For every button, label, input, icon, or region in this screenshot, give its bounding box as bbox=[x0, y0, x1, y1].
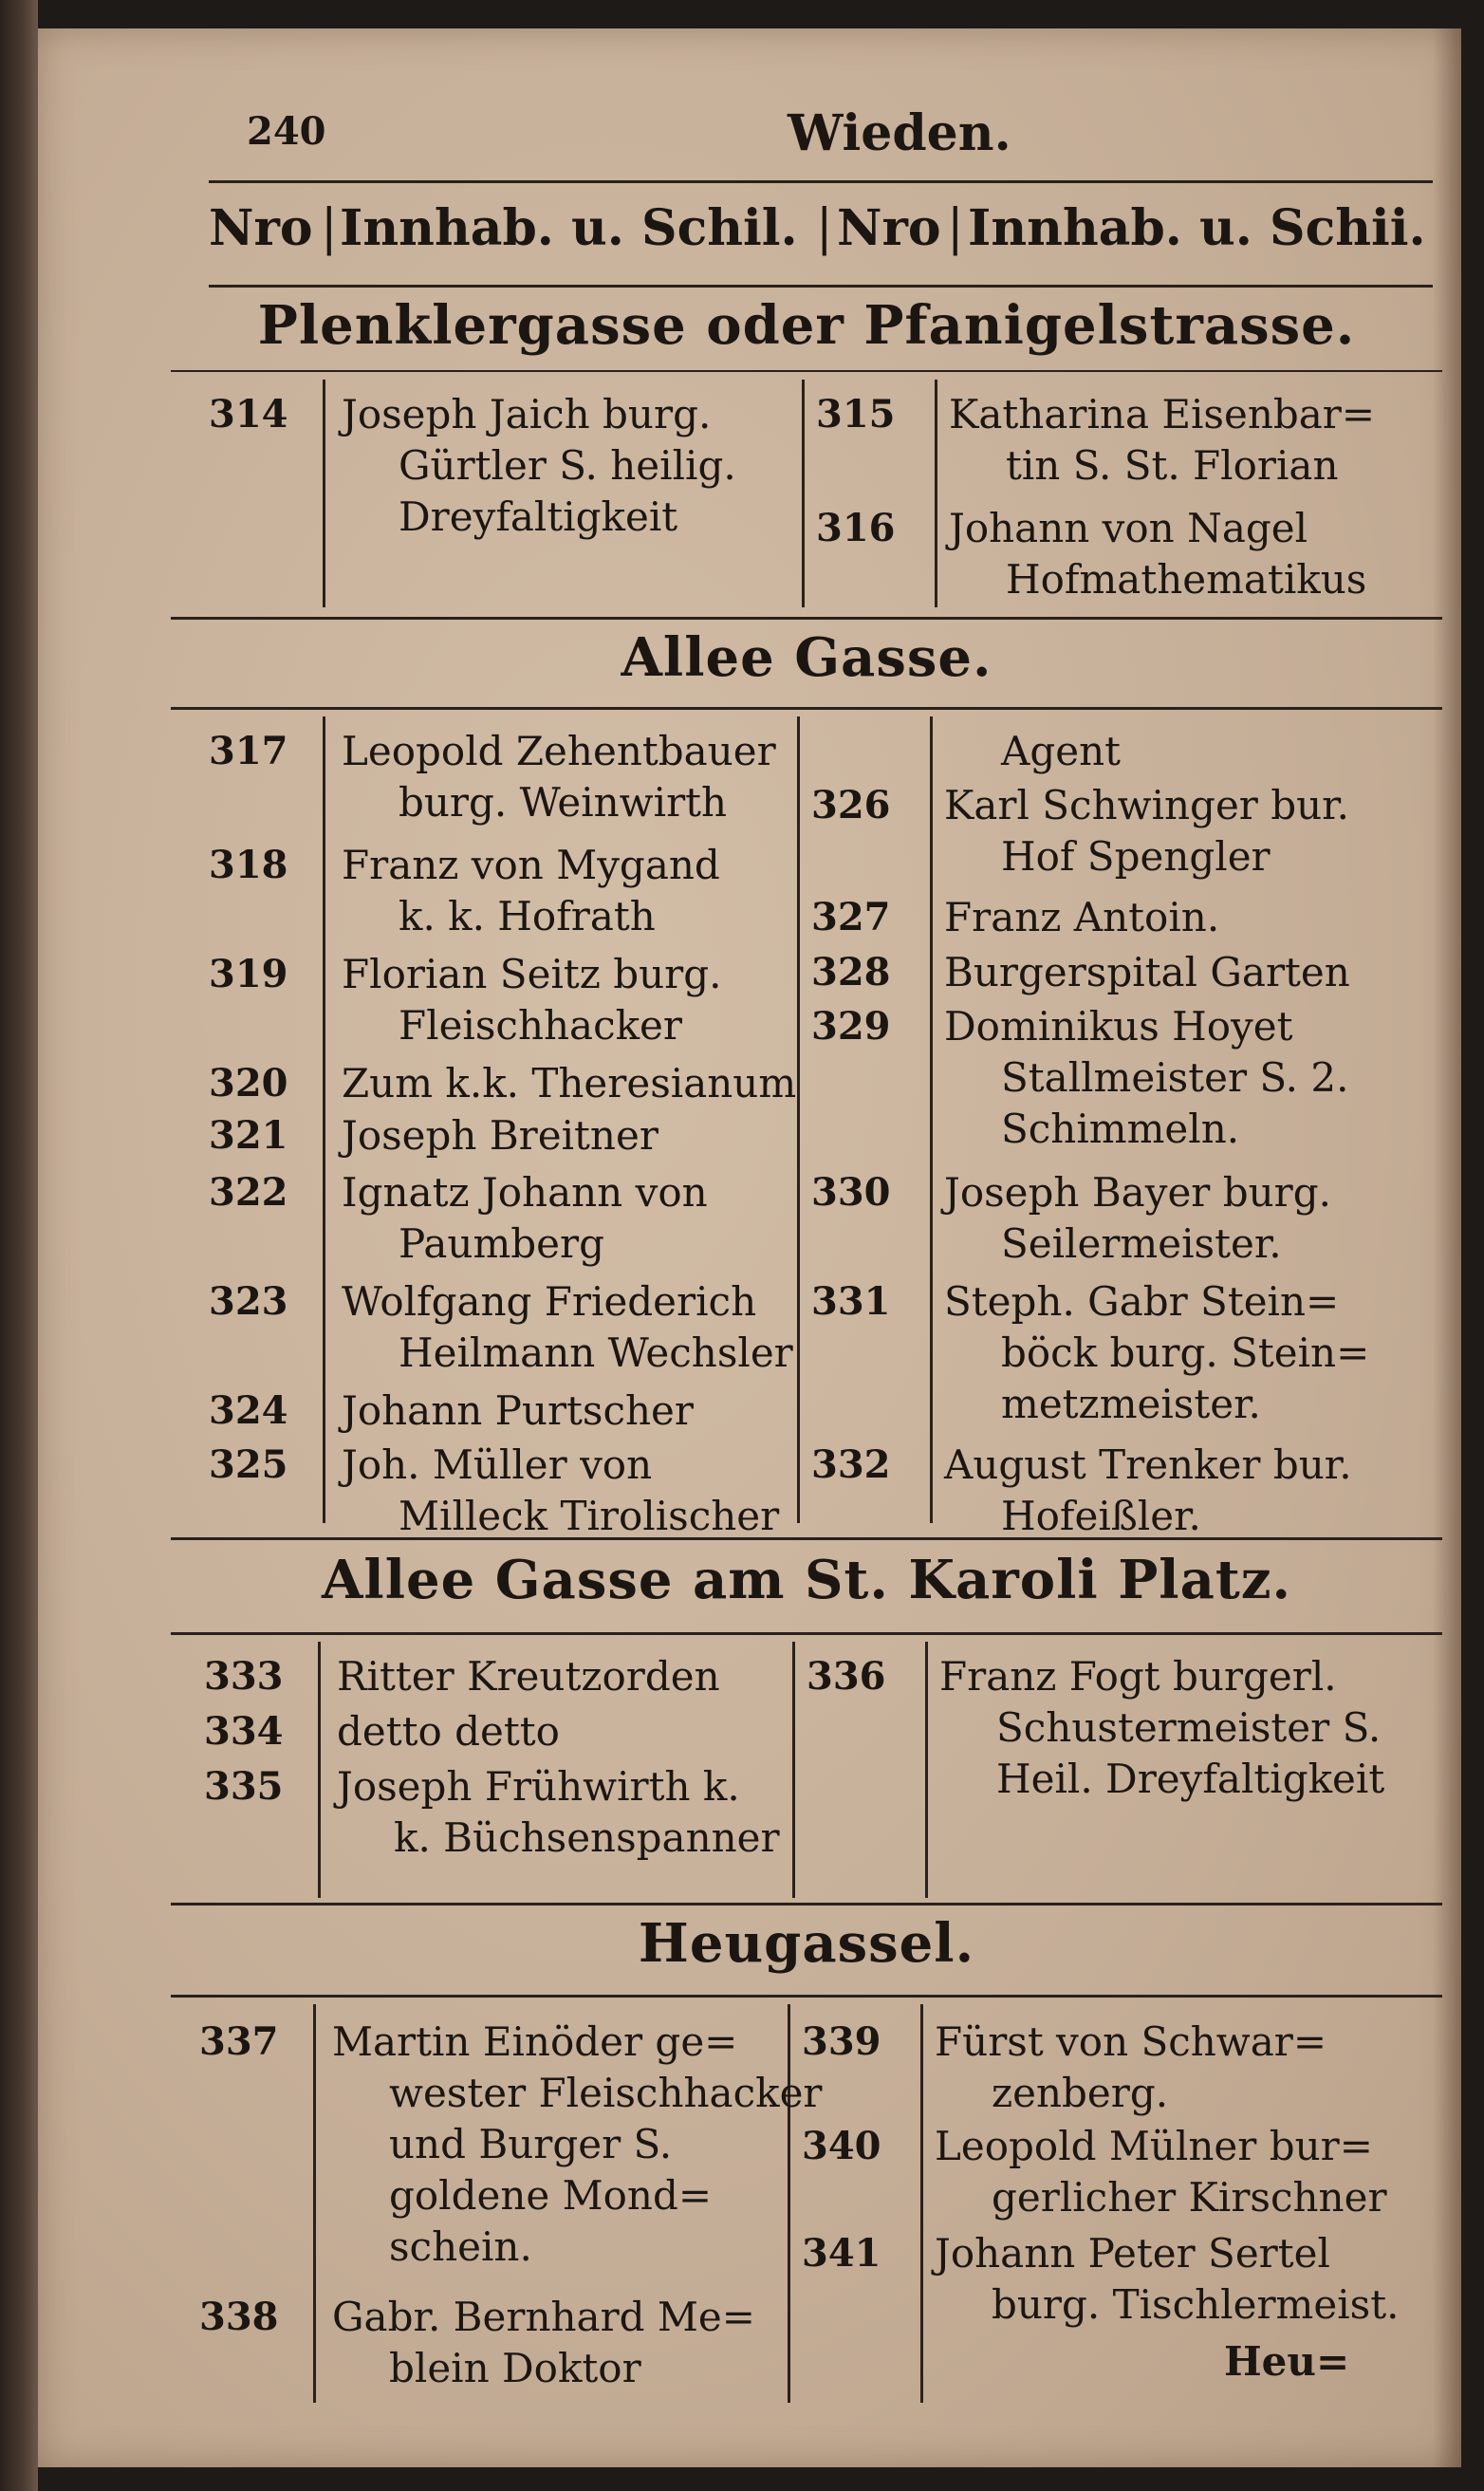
column-divider bbox=[930, 716, 933, 1523]
book-page bbox=[38, 28, 1461, 2467]
entry-line: Seilermeister. bbox=[1001, 1220, 1282, 1267]
entry-line: k. Büchsenspanner bbox=[394, 1814, 780, 1861]
house-number: 328 bbox=[811, 950, 891, 995]
house-number: 331 bbox=[811, 1279, 891, 1324]
entry-line: Paumberg bbox=[399, 1220, 604, 1267]
entry-line: Leopold Mülner bur= bbox=[935, 2123, 1373, 2169]
entry-line: Milleck Tirolischer bbox=[399, 1493, 780, 1539]
entry-line: burg. Weinwirth bbox=[399, 779, 728, 826]
entry-line: Katharina Eisenbar= bbox=[949, 391, 1376, 437]
entry-line: Stallmeister S. 2. bbox=[1001, 1054, 1349, 1101]
entry-line: burg. Tischlermeist. bbox=[992, 2281, 1400, 2328]
house-number: 336 bbox=[807, 1654, 886, 1699]
entry-line: August Trenker bur. bbox=[944, 1441, 1352, 1488]
column-divider bbox=[792, 1642, 795, 1898]
entry-line: Karl Schwinger bur. bbox=[944, 782, 1349, 828]
column-header-rule bbox=[209, 285, 1433, 288]
section-rule bbox=[171, 707, 1442, 710]
page-heading: Wieden. bbox=[788, 104, 1011, 162]
entry-line: böck burg. Stein= bbox=[1001, 1329, 1370, 1376]
entry-line: wester Fleischhacker bbox=[389, 2070, 823, 2116]
entry-line: tin S. St. Florian bbox=[1006, 442, 1339, 489]
entry-line: Joseph Bayer burg. bbox=[944, 1169, 1331, 1216]
house-number: 322 bbox=[209, 1170, 288, 1215]
entry-line: metzmeister. bbox=[1001, 1381, 1261, 1427]
entry-line: Johann Peter Sertel bbox=[935, 2230, 1330, 2277]
house-number: 341 bbox=[802, 2231, 881, 2276]
entry-line: Franz Fogt burgerl. bbox=[939, 1653, 1337, 1700]
house-number: 319 bbox=[209, 952, 288, 996]
entry-line: Hofmathematikus bbox=[1006, 556, 1367, 603]
entry-line: Agent bbox=[1001, 728, 1121, 774]
entry-line: Joseph Breitner bbox=[342, 1112, 659, 1159]
entry-line: Martin Einöder ge= bbox=[332, 2018, 738, 2065]
house-number: 329 bbox=[811, 1004, 891, 1049]
page-number: 240 bbox=[247, 109, 326, 154]
section-rule bbox=[171, 1632, 1442, 1635]
entry-line: Zum k.k. Theresianum bbox=[342, 1060, 797, 1106]
entry-line: Hofeißler. bbox=[1001, 1493, 1201, 1539]
entry-line: Hof Spengler bbox=[1001, 833, 1271, 880]
catchword: Heu= bbox=[1224, 2338, 1350, 2385]
section-rule bbox=[171, 370, 1442, 372]
house-number: 317 bbox=[209, 729, 288, 773]
column-divider bbox=[313, 2004, 316, 2403]
street-title: Allee Gasse am St. Karoli Platz. bbox=[321, 1549, 1292, 1611]
entry-line: Franz Antoin. bbox=[944, 894, 1220, 940]
house-number: 326 bbox=[811, 783, 891, 827]
entry-line: Dominikus Hoyet bbox=[944, 1003, 1293, 1050]
entry-line: Florian Seitz burg. bbox=[342, 951, 722, 997]
entry-line: Heil. Dreyfaltigkeit bbox=[996, 1756, 1385, 1802]
column-divider bbox=[935, 380, 937, 607]
column-divider bbox=[318, 1642, 321, 1898]
entry-line: Gabr. Bernhard Me= bbox=[332, 2294, 755, 2340]
house-number: 325 bbox=[209, 1442, 288, 1487]
entry-line: Franz von Mygand bbox=[342, 842, 720, 888]
house-number: 334 bbox=[204, 1709, 284, 1754]
entry-line: blein Doktor bbox=[389, 2345, 641, 2391]
entry-line: Schustermeister S. bbox=[996, 1704, 1382, 1751]
entry-line: Joseph Frühwirth k. bbox=[337, 1763, 740, 1810]
house-number: 316 bbox=[816, 506, 896, 550]
entry-line: Burgerspital Garten bbox=[944, 949, 1350, 995]
section-rule bbox=[171, 1995, 1442, 1998]
entry-line: Leopold Zehentbauer bbox=[342, 728, 776, 774]
street-title: Plenklergasse oder Pfanigelstrasse. bbox=[257, 294, 1356, 357]
column-header-inhabitant-left: Innhab. u. Schil. bbox=[340, 199, 798, 257]
house-number: 327 bbox=[811, 895, 891, 939]
entry-line: und Burger S. bbox=[389, 2121, 673, 2167]
entry-line: gerlicher Kirschner bbox=[992, 2174, 1387, 2221]
entry-line: Gürtler S. heilig. bbox=[399, 442, 736, 489]
column-separator: | bbox=[947, 199, 964, 256]
column-divider bbox=[797, 716, 800, 1523]
entry-line: k. k. Hofrath bbox=[399, 893, 656, 939]
column-header-nro-right: Nro bbox=[837, 199, 941, 257]
running-head bbox=[209, 104, 1433, 176]
entry-line: Johann Purtscher bbox=[342, 1387, 694, 1434]
entry-line: Steph. Gabr Stein= bbox=[944, 1278, 1340, 1325]
entry-line: Wolfgang Friederich bbox=[342, 1278, 757, 1325]
entry-line: Ritter Kreutzorden bbox=[337, 1653, 720, 1700]
house-number: 324 bbox=[209, 1388, 288, 1433]
house-number: 339 bbox=[802, 2019, 881, 2064]
entry-line: Heilmann Wechsler bbox=[399, 1329, 793, 1376]
header-rule bbox=[209, 180, 1433, 183]
street-title: Heugassel. bbox=[638, 1912, 975, 1975]
section-rule bbox=[171, 1537, 1442, 1540]
section-rule bbox=[171, 1903, 1442, 1905]
house-number: 315 bbox=[816, 392, 896, 437]
column-divider bbox=[925, 1642, 928, 1898]
column-separator: | bbox=[816, 199, 833, 256]
section-rule bbox=[171, 617, 1442, 620]
entry-line: Schimmeln. bbox=[1001, 1106, 1240, 1152]
column-separator: | bbox=[321, 199, 338, 256]
column-header-row bbox=[209, 199, 1433, 275]
house-number: 337 bbox=[199, 2019, 279, 2064]
book-spine-edge bbox=[0, 0, 38, 2491]
house-number: 332 bbox=[811, 1442, 891, 1487]
column-divider bbox=[323, 716, 325, 1523]
entry-line: zenberg. bbox=[992, 2070, 1169, 2116]
house-number: 340 bbox=[802, 2124, 881, 2168]
entry-line: schein. bbox=[389, 2223, 532, 2270]
column-divider bbox=[323, 380, 325, 607]
entry-line: Fürst von Schwar= bbox=[935, 2018, 1327, 2065]
entry-line: Ignatz Johann von bbox=[342, 1169, 708, 1216]
column-header-nro-left: Nro bbox=[209, 199, 313, 257]
column-divider bbox=[802, 380, 805, 607]
column-divider bbox=[920, 2004, 923, 2403]
house-number: 330 bbox=[811, 1170, 891, 1215]
entry-line: Dreyfaltigkeit bbox=[399, 493, 678, 540]
column-divider bbox=[788, 2004, 790, 2403]
entry-line: Joh. Müller von bbox=[342, 1441, 653, 1488]
house-number: 338 bbox=[199, 2295, 279, 2339]
house-number: 333 bbox=[204, 1654, 284, 1699]
entry-line: goldene Mond= bbox=[389, 2172, 713, 2219]
house-number: 335 bbox=[204, 1764, 284, 1809]
entry-line: detto detto bbox=[337, 1708, 560, 1755]
entry-line: Joseph Jaich burg. bbox=[342, 391, 712, 437]
entry-line: Johann von Nagel bbox=[949, 505, 1308, 551]
street-title: Allee Gasse. bbox=[621, 626, 992, 689]
house-number: 320 bbox=[209, 1061, 288, 1106]
house-number: 318 bbox=[209, 843, 288, 887]
entry-line: Fleischhacker bbox=[399, 1002, 682, 1049]
page-gutter-shadow bbox=[1433, 28, 1461, 2467]
house-number: 323 bbox=[209, 1279, 288, 1324]
column-header-inhabitant-right: Innhab. u. Schii. bbox=[968, 199, 1426, 257]
house-number: 321 bbox=[209, 1113, 288, 1158]
house-number: 314 bbox=[209, 392, 288, 437]
